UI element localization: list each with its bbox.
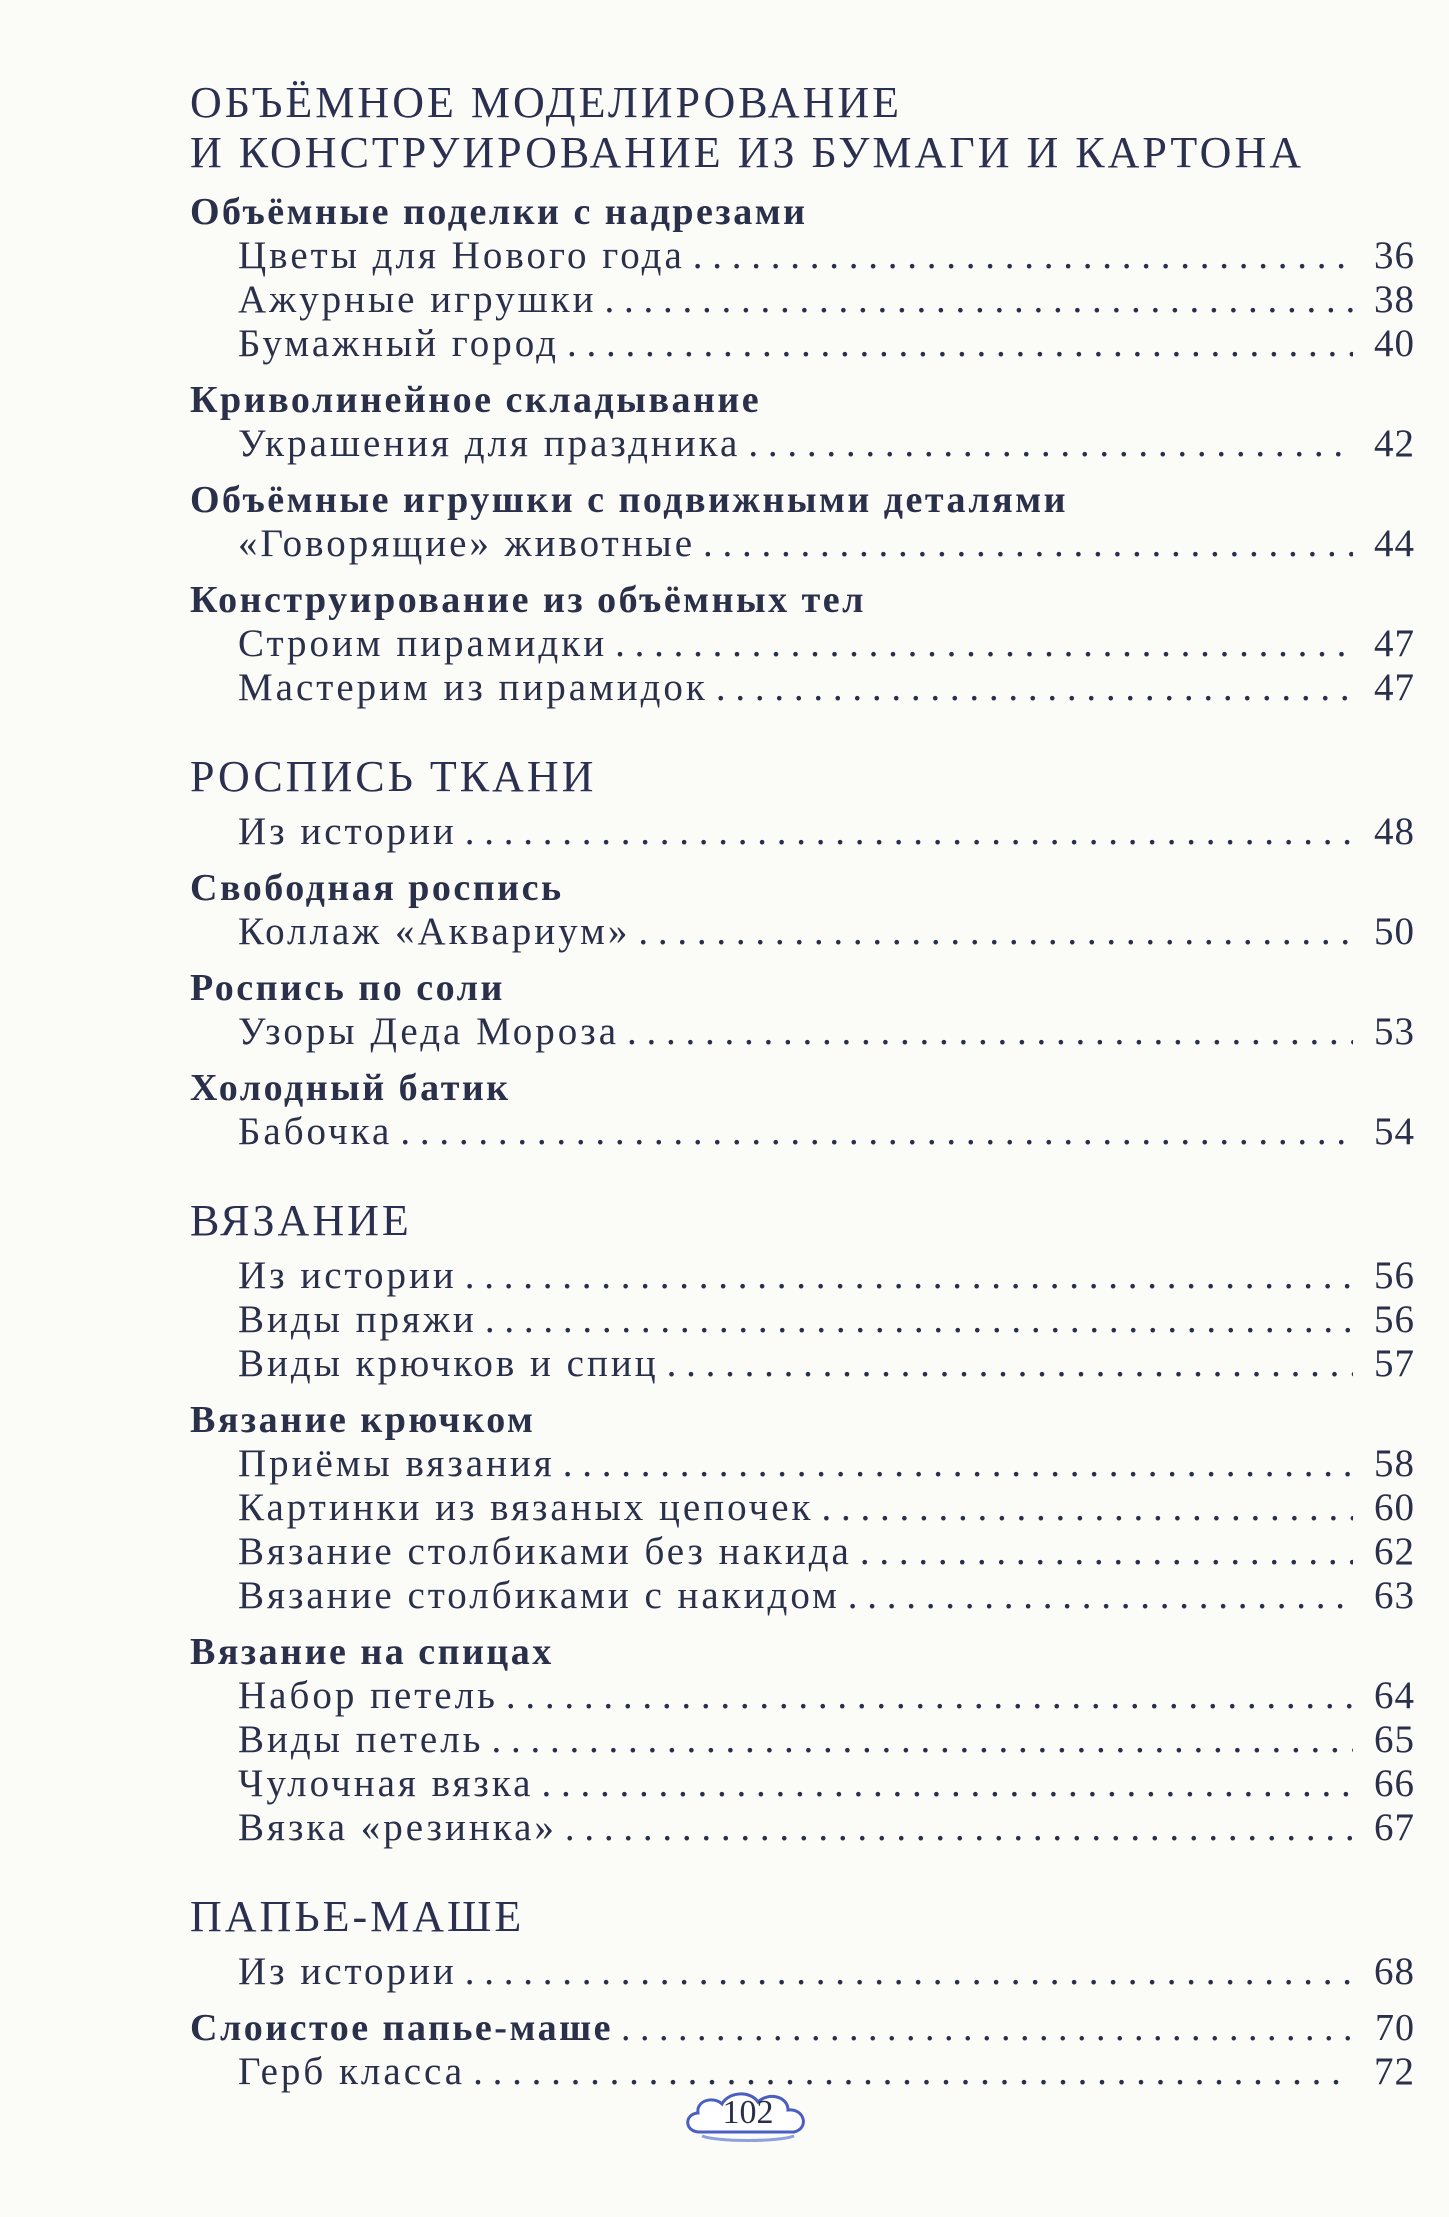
toc-subheading-title: Конструирование из объёмных тел xyxy=(190,579,866,621)
toc-entry-title: Из истории xyxy=(238,1254,457,1297)
toc-entry-title: Вязание столбиками с накидом xyxy=(238,1574,840,1617)
toc-entry xyxy=(190,1254,1415,1298)
dot-leader xyxy=(615,622,1353,666)
toc-subheading xyxy=(190,966,1415,1010)
toc-subheading-title: Слоистое папье-маше xyxy=(190,2007,614,2049)
toc-entry-title: Бабочка xyxy=(238,1110,393,1153)
toc-entry xyxy=(190,1574,1415,1618)
dot-leader xyxy=(693,234,1353,278)
section-heading xyxy=(190,78,1415,178)
toc-entry xyxy=(190,1110,1415,1154)
toc-entry-title: Вязание столбиками без накида xyxy=(238,1530,852,1573)
dot-leader xyxy=(563,1442,1353,1486)
toc-entry-page: 47 xyxy=(1374,666,1415,709)
toc-subheading-title: Холодный батик xyxy=(190,1067,511,1109)
toc-entry-title: Приёмы вязания xyxy=(238,1442,555,1485)
dot-leader xyxy=(627,1010,1353,1054)
toc-entry xyxy=(190,322,1415,366)
dot-leader xyxy=(604,278,1353,322)
dot-leader xyxy=(465,810,1353,854)
page-number-badge xyxy=(678,2086,818,2146)
toc-subheading xyxy=(190,1630,1415,1674)
dot-leader xyxy=(638,910,1353,954)
toc-entry-page: 38 xyxy=(1374,278,1415,321)
toc-entry xyxy=(190,910,1415,954)
dot-leader xyxy=(400,1110,1353,1154)
toc-entry xyxy=(190,666,1415,710)
toc-entry-title: Чулочная вязка xyxy=(238,1762,534,1805)
toc-entry xyxy=(190,1010,1415,1054)
toc-subheading-title: Роспись по соли xyxy=(190,967,505,1009)
toc-entry xyxy=(190,622,1415,666)
dot-leader xyxy=(473,2050,1353,2094)
toc-entry-page: 53 xyxy=(1374,1010,1415,1053)
dot-leader xyxy=(667,1342,1353,1386)
toc-entry xyxy=(190,810,1415,854)
toc-entry xyxy=(190,1530,1415,1574)
toc-entry xyxy=(190,1342,1415,1386)
toc-subheading-title: Вязание на спицах xyxy=(190,1631,554,1673)
dot-leader xyxy=(506,1674,1353,1718)
dot-leader xyxy=(716,666,1353,710)
toc-subheading-title: Вязание крючком xyxy=(190,1399,536,1441)
toc-entry-page: 47 xyxy=(1374,622,1415,665)
toc-entry-title: Виды петель xyxy=(238,1718,484,1761)
toc-entry xyxy=(190,278,1415,322)
toc-entry-page: 58 xyxy=(1374,1442,1415,1485)
toc-subheading-title: Криволинейное складывание xyxy=(190,379,762,421)
toc-subheading xyxy=(190,578,1415,622)
dot-leader xyxy=(621,2006,1353,2050)
toc-entry-page: 48 xyxy=(1374,810,1415,853)
toc-subheading xyxy=(190,866,1415,910)
toc-entry-page: 56 xyxy=(1374,1254,1415,1297)
toc-entry xyxy=(190,1806,1415,1850)
toc-subheading xyxy=(190,190,1415,234)
toc-entry-page: 72 xyxy=(1374,2050,1415,2093)
dot-leader xyxy=(860,1530,1353,1574)
toc-entry xyxy=(190,234,1415,278)
toc-entry-title: Узоры Деда Мороза xyxy=(238,1010,620,1053)
toc-subheading-page: 70 xyxy=(1375,2007,1415,2049)
dot-leader xyxy=(748,422,1353,466)
section-heading-line: ВЯЗАНИЕ xyxy=(190,1196,412,1245)
toc-entry-title: Виды крючков и спиц xyxy=(238,1342,659,1385)
toc-entry-title: Коллаж «Аквариум» xyxy=(238,910,631,953)
toc-entry-title: Набор петель xyxy=(238,1674,498,1717)
toc-entry xyxy=(190,422,1415,466)
toc-entry-page: 36 xyxy=(1374,234,1415,277)
toc-entry-page: 50 xyxy=(1374,910,1415,953)
dot-leader xyxy=(485,1298,1353,1342)
toc-entry-title: Украшения для праздника xyxy=(238,422,741,465)
section-heading xyxy=(190,1196,1415,1246)
section-heading-line: ОБЪЁМНОЕ МОДЕЛИРОВАНИЕ xyxy=(190,78,903,127)
toc-entry-page: 62 xyxy=(1374,1530,1415,1573)
section-heading xyxy=(190,752,1415,802)
toc-entry xyxy=(190,1298,1415,1342)
toc-entry xyxy=(190,1718,1415,1762)
toc-entry xyxy=(190,1762,1415,1806)
table-of-contents xyxy=(190,78,1415,2094)
dot-leader xyxy=(541,1762,1353,1806)
toc-entry-page: 65 xyxy=(1374,1718,1415,1761)
toc-entry-page: 40 xyxy=(1374,322,1415,365)
toc-subheading xyxy=(190,478,1415,522)
section-heading-line: И КОНСТРУИРОВАНИЕ ИЗ БУМАГИ И КАРТОНА xyxy=(190,128,1304,177)
dot-leader xyxy=(848,1574,1353,1618)
section-heading xyxy=(190,1892,1415,1942)
page-number: 102 xyxy=(722,2094,774,2131)
toc-subheading xyxy=(190,2006,1415,2050)
toc-entry-title: Вязка «резинка» xyxy=(238,1806,557,1849)
toc-entry xyxy=(190,1674,1415,1718)
toc-subheading xyxy=(190,1398,1415,1442)
toc-entry xyxy=(190,1486,1415,1530)
toc-entry-page: 54 xyxy=(1374,1110,1415,1153)
toc-subheading xyxy=(190,378,1415,422)
toc-entry-page: 66 xyxy=(1374,1762,1415,1805)
dot-leader xyxy=(567,322,1353,366)
toc-entry-title: Картинки из вязаных цепочек xyxy=(238,1486,814,1529)
section-heading-line: ПАПЬЕ-МАШЕ xyxy=(190,1892,525,1941)
toc-entry-page: 68 xyxy=(1374,1950,1415,1993)
toc-entry-page: 67 xyxy=(1374,1806,1415,1849)
dot-leader xyxy=(565,1806,1353,1850)
toc-entry xyxy=(190,1950,1415,1994)
dot-leader xyxy=(491,1718,1353,1762)
toc-entry-page: 63 xyxy=(1374,1574,1415,1617)
toc-subheading-title: Объёмные поделки с надрезами xyxy=(190,191,808,233)
toc-entry-title: Герб класса xyxy=(238,2050,466,2093)
toc-entry xyxy=(190,522,1415,566)
toc-entry-page: 56 xyxy=(1374,1298,1415,1341)
toc-entry-page: 64 xyxy=(1374,1674,1415,1717)
toc-entry-page: 44 xyxy=(1374,522,1415,565)
toc-entry-page: 42 xyxy=(1374,422,1415,465)
toc-entry-title: Бумажный город xyxy=(238,322,560,365)
toc-entry-title: «Говорящие» животные xyxy=(238,522,696,565)
section-heading-line: РОСПИСЬ ТКАНИ xyxy=(190,752,597,801)
toc-entry-title: Мастерим из пирамидок xyxy=(238,666,708,709)
dot-leader xyxy=(821,1486,1353,1530)
toc-entry xyxy=(190,1442,1415,1486)
dot-leader xyxy=(703,522,1353,566)
toc-subheading-title: Объёмные игрушки с подвижными деталями xyxy=(190,479,1069,521)
toc-entry-title: Ажурные игрушки xyxy=(238,278,597,321)
toc-entry-title: Строим пирамидки xyxy=(238,622,608,665)
toc-entry-page: 57 xyxy=(1374,1342,1415,1385)
toc-entry-page: 60 xyxy=(1374,1486,1415,1529)
toc-subheading-title: Свободная роспись xyxy=(190,867,564,909)
toc-entry-title: Из истории xyxy=(238,1950,457,1993)
toc-subheading xyxy=(190,1066,1415,1110)
toc-entry-title: Виды пряжи xyxy=(238,1298,477,1341)
dot-leader xyxy=(465,1950,1353,1994)
toc-entry-title: Цветы для Нового года xyxy=(238,234,685,277)
toc-entry-title: Из истории xyxy=(238,810,457,853)
dot-leader xyxy=(465,1254,1353,1298)
